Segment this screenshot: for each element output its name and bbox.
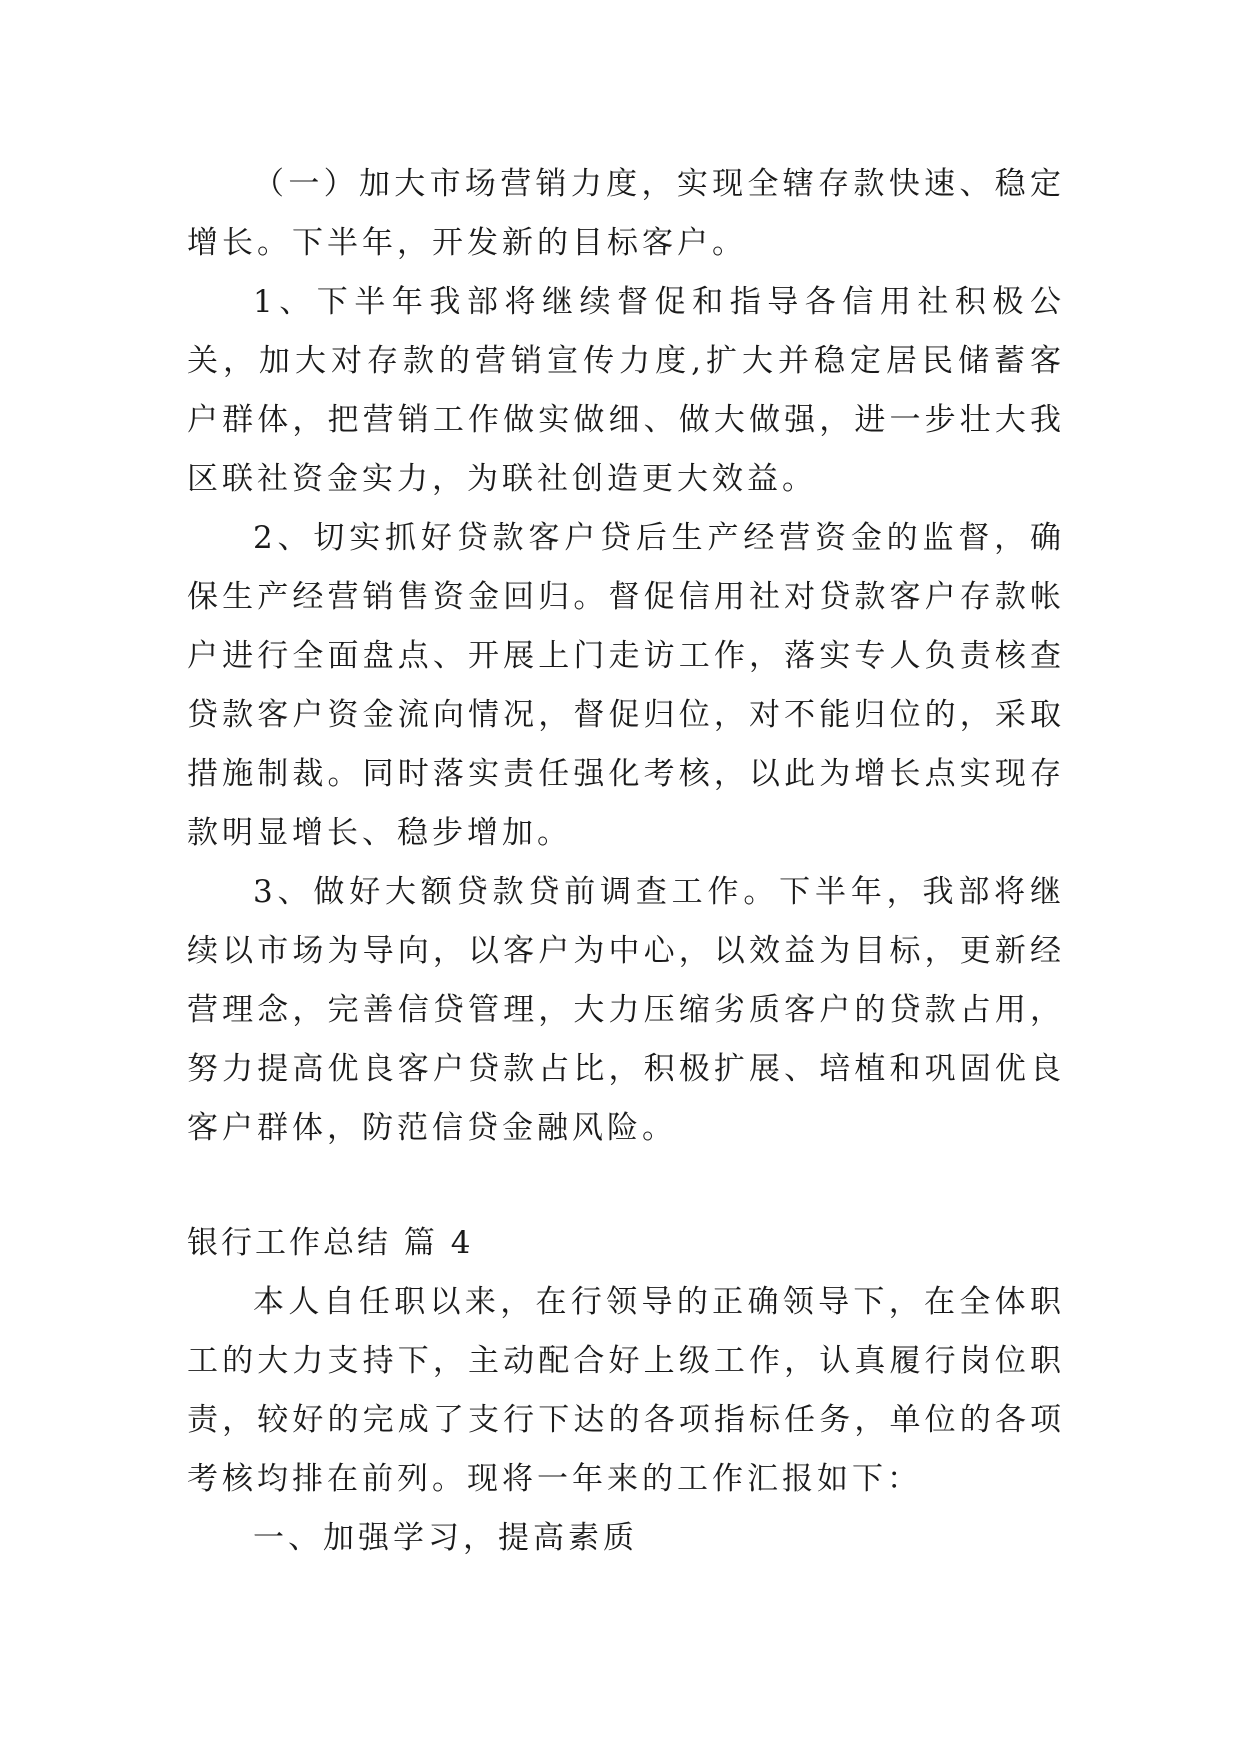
paragraph-heading-study: 一、加强学习，提高素质 xyxy=(253,1520,638,1556)
paragraph-item-2: 2、切实抓好贷款客户贷后生产经营资金的监督，确保生产经营销售资金回归。督促信用社对贷款客户存款帐户进行全面盘点、开展上门走访工作，落实专人负责核查贷款客户资金流向情况，督促归位，对不能归位的，采取措施制裁。同时落实责任强化考核，以此为增长点实现存款明显增长、稳步增加。 xyxy=(187,520,1065,851)
paragraph-deposit-marketing: （一）加大市场营销力度，实现全辖存款快速、稳定增长。下半年，开发新的目标客户。 xyxy=(187,166,1065,261)
document-body xyxy=(187,155,1065,1568)
paragraph-intro: 本人自任职以来，在行领导的正确领导下，在全体职工的大力支持下，主动配合好上级工作，认真履行岗位职责，较好的完成了支行下达的各项指标任务，单位的各项考核均排在前列。现将一年来的工作汇报如下： xyxy=(187,1284,1065,1497)
paragraph-item-1: 1、下半年我部将继续督促和指导各信用社积极公关，加大对存款的营销宣传力度,扩大并稳定居民储蓄客户群体，把营销工作做实做细、做大做强，进一步壮大我区联社资金实力，为联社创造更大效益。 xyxy=(187,284,1065,497)
section-title: 银行工作总结 篇 4 xyxy=(187,1225,474,1261)
paragraph-item-3: 3、做好大额贷款贷前调查工作。下半年，我部将继续以市场为导向，以客户为中心，以效益为目标，更新经营理念，完善信贷管理，大力压缩劣质客户的贷款占用，努力提高优良客户贷款占比，积极扩展、培植和巩固优良客户群体，防范信贷金融风险。 xyxy=(187,874,1065,1146)
